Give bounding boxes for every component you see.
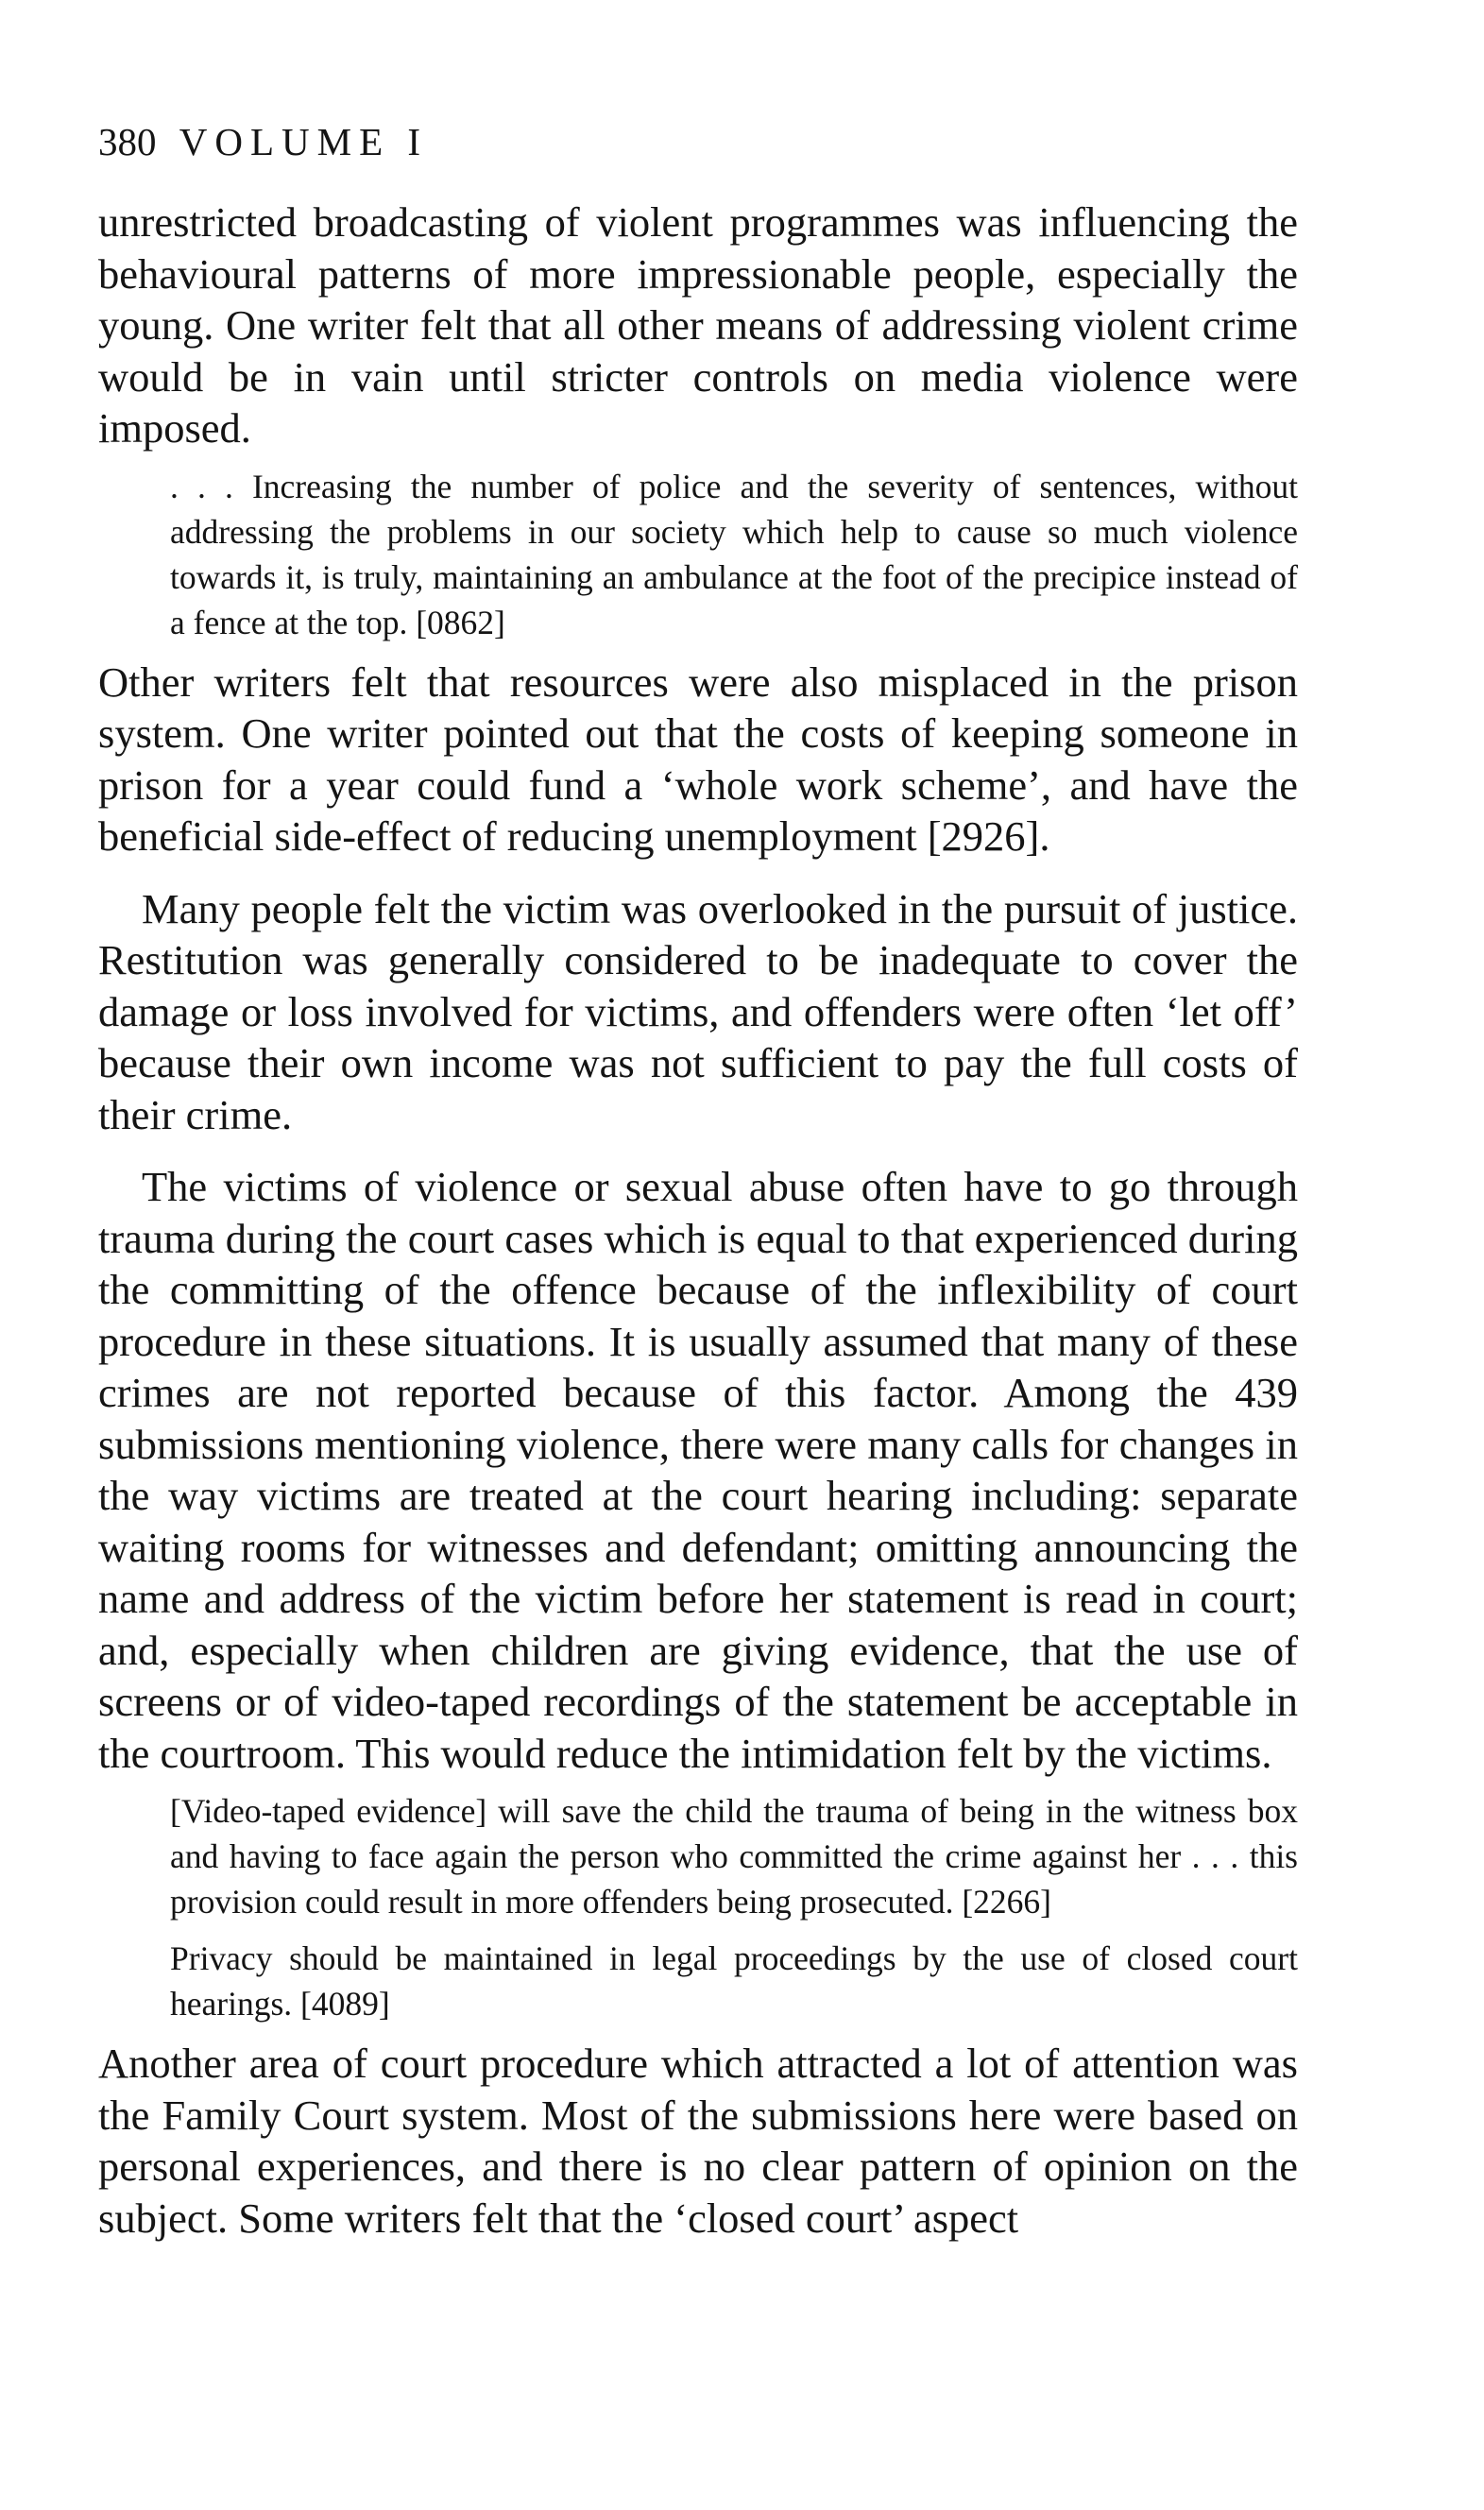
paragraph-media-violence: unrestricted broadcasting of violent programmes was influencing the behavioural patterns of more impressionable people, especially the young. One writer felt that all other means of addressing violent crime would be in vain until stricter controls on media violence were imposed. <box>98 198 1298 452</box>
block-quote-0862: . . . Increasing the number of police and the severity of sentences, without addressing the problems in our society which help to cause so much violence towards it, is truly, maintaining an ambulance at the foot of the precipice instead of a fence at the top. [0862] <box>170 467 1298 641</box>
running-header <box>98 113 1298 170</box>
block-quote-2266: [Video-taped evidence] will save the child the trauma of being in the witness box and having to face again the person who committed the crime against her . . . this provision could result in more offenders being prosecuted. [2266] <box>170 1792 1298 1921</box>
page-number: 380 <box>98 120 157 163</box>
block-quote-4089: Privacy should be maintained in legal proceedings by the use of closed court hearings. [4089] <box>170 1939 1298 2023</box>
volume-label: VOLUME I <box>179 120 429 163</box>
paragraph-court-trauma: The victims of violence or sexual abuse often have to go through trauma during the court cases which is equal to that experienced during the committing of the offence because of the inflexibility of court procedure in these situations. It is usually assumed that many of these crimes are not reported because of this factor. Among the 439 submissions mentioning violence, there were many calls for changes in the way victims are treated at the court hearing including: separate waiting rooms for witnesses and defendant; omitting announcing the name and address of the victim before her statement is read in court; and, especially when children are giving evidence, that the use of screens or of video-taped recordings of the statement be acceptable in the courtroom. This would reduce the intimidation felt by the victims. <box>98 1163 1298 1777</box>
page-content <box>98 113 1298 2244</box>
paragraph-victim-overlooked: Many people felt the victim was overlooked in the pursuit of justice. Restitution was generally considered to be inadequate to cover the damage or loss involved for victims, and offenders were often ‘let off’ because their own income was not sufficient to pay the full costs of their crime. <box>98 884 1298 1138</box>
paragraph-family-court: Another area of court procedure which attracted a lot of attention was the Family Court system. Most of the submissions here were based on personal experiences, and there is no clear pattern of opinion on the subject. Some writers felt that the ‘closed court’ aspect <box>98 2040 1298 2242</box>
paragraph-prison-resources: Other writers felt that resources were also misplaced in the prison system. One writer pointed out that the costs of keeping someone in prison for a year could fund a ‘whole work scheme’, and have the beneficial side-effect of reducing unemployment [2926]. <box>98 657 1298 860</box>
